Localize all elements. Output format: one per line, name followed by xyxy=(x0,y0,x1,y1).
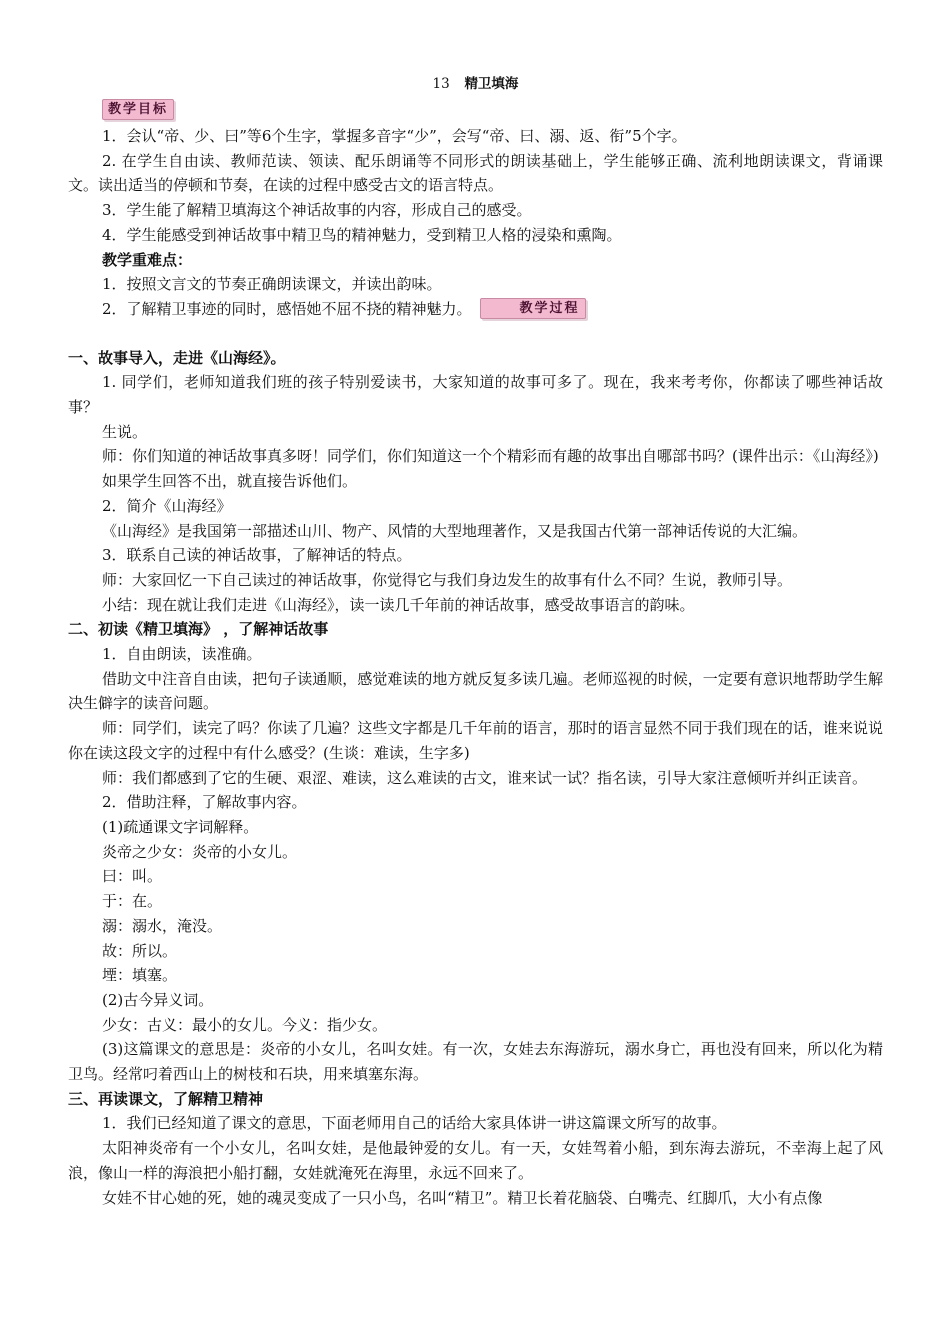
lesson-name: 精卫填海 xyxy=(464,76,519,92)
paragraph: 借助文中注音自由读，把句子读通顺，感觉难读的地方就反复多读几遍。老师巡视的时候，一定要有意识地帮助学生解决生僻字的读音问题。 xyxy=(68,669,883,713)
paragraph: 1．我们已经知道了课文的意思，下面老师用自己的话给大家具体讲一讲这篇课文所写的故事。 xyxy=(102,1114,727,1133)
paragraph: 炎帝之少女：炎帝的小女儿。 xyxy=(102,842,298,861)
paragraph: 《山海经》是我国第一部描述山川、物产、风情的大型地理著作，又是我国古代第一部神话传说的大汇编。 xyxy=(102,521,808,540)
paragraph: 师：大家回忆一下自己读过的神话故事，你觉得它与我们身边发生的故事有什么不同？生说，教师引导。 xyxy=(102,570,793,589)
goal-item: 2. 在学生自由读、教师范读、领读、配乐朗诵等不同形式的朗读基础上，学生能够正确、流利地朗读课文，背诵课文。读出适当的停顿和节奏，在读的过程中感受古文的语言特点。 xyxy=(68,151,883,195)
paragraph: 曰：叫。 xyxy=(102,867,163,886)
section-heading: 二、初读《精卫填海》 ，了解神话故事 xyxy=(68,620,329,639)
goal-item: 3．学生能了解精卫填海这个神话故事的内容，形成自己的感受。 xyxy=(102,201,532,220)
key-point-text: 2．了解精卫事迹的同时，感悟她不屈不挠的精神魅力。 xyxy=(102,299,472,318)
paragraph: 少女：古义：最小的女儿。今义：指少女。 xyxy=(102,1015,388,1034)
paragraph: 师：你们知道的神话故事真多呀！同学们，你们知道这一个个精彩而有趣的故事出自哪部书吗？(课件出示：《山海经》) xyxy=(102,447,879,466)
goal-item: 1．会认“帝、少、曰”等6个生字，掌握多音字“少”，会写“帝、曰、溺、返、衔”5个字。 xyxy=(102,127,687,145)
lesson-number: 13 xyxy=(432,76,450,92)
section-spacer xyxy=(68,322,883,346)
teaching-goals-badge: 教学目标 xyxy=(102,99,174,120)
paragraph: 故：所以。 xyxy=(102,941,178,960)
goals-badge-row xyxy=(68,98,883,124)
paragraph: 师：同学们，读完了吗？你读了几遍？这些文字都是几千年前的语言，那时的语言显然不同于我们现在的话，谁来说说你在读这段文字的过程中有什么感受？(生谈：难读，生字多) xyxy=(68,719,883,762)
section-heading: 一、故事导入，走进《山海经》。 xyxy=(68,348,286,367)
lesson-title xyxy=(68,70,883,98)
paragraph: 女娃不甘心她的死，她的魂灵变成了一只小鸟，名叫“精卫”。精卫长着花脑袋、白嘴壳、红脚爪，大小有点像 xyxy=(102,1188,823,1207)
paragraph: 小结：现在就让我们走进《山海经》，读一读几千年前的神话故事，感受故事语言的韵味。 xyxy=(102,595,695,614)
paragraph: 堙：填塞。 xyxy=(102,966,178,985)
paragraph: 于：在。 xyxy=(102,892,163,911)
paragraph: 2．简介《山海经》 xyxy=(102,496,232,515)
paragraph: 3．联系自己读的神话故事，了解神话的特点。 xyxy=(102,546,412,565)
paragraph: (3)这篇课文的意思是：炎帝的小女儿，名叫女娃。有一次，女娃去东海游玩，溺水身亡，再也没有回来，所以化为精卫鸟。经常叼着西山上的树枝和石块，用来填塞东海。 xyxy=(68,1040,883,1084)
paragraph: (2)古今异义词。 xyxy=(102,990,214,1009)
paragraph: 溺：溺水，淹没。 xyxy=(102,916,223,935)
document-body xyxy=(68,70,883,1210)
paragraph: 师：我们都感到了它的生硬、艰涩、难读，这么难读的古文，谁来试一试？指名读，引导大家注意倾听并纠正读音。 xyxy=(102,768,868,787)
paragraph: 1．自由朗读，读准确。 xyxy=(102,645,262,664)
paragraph: 1. 同学们，老师知道我们班的孩子特别爱读书，大家知道的故事可多了。现在，我来考考你，你都读了哪些神话故事？ xyxy=(68,373,883,417)
goal-item: 4．学生能感受到神话故事中精卫鸟的精神魅力，受到精卫人格的浸染和熏陶。 xyxy=(102,225,622,244)
paragraph: 太阳神炎帝有一个小女儿，名叫女娃，是他最钟爱的女儿。有一天，女娃驾着小船，到东海去游玩，不幸海上起了风浪，像山一样的海浪把小船打翻，女娃就淹死在海里，永远不回来了。 xyxy=(68,1139,883,1182)
teaching-process-badge: 教学过程 xyxy=(480,298,586,319)
paragraph: 生说。 xyxy=(102,422,148,441)
section-heading: 三、再读课文，了解精卫精神 xyxy=(68,1089,264,1108)
paragraph: 2．借助注释，了解故事内容。 xyxy=(102,793,307,812)
key-point-item: 1．按照文言文的节奏正确朗读课文，并读出韵味。 xyxy=(102,275,442,294)
key-points-heading: 教学重难点： xyxy=(102,250,193,269)
key-point-item xyxy=(68,297,883,322)
paragraph: 如果学生回答不出，就直接告诉他们。 xyxy=(102,472,358,491)
paragraph: (1)疏通课文字词解释。 xyxy=(102,817,259,836)
